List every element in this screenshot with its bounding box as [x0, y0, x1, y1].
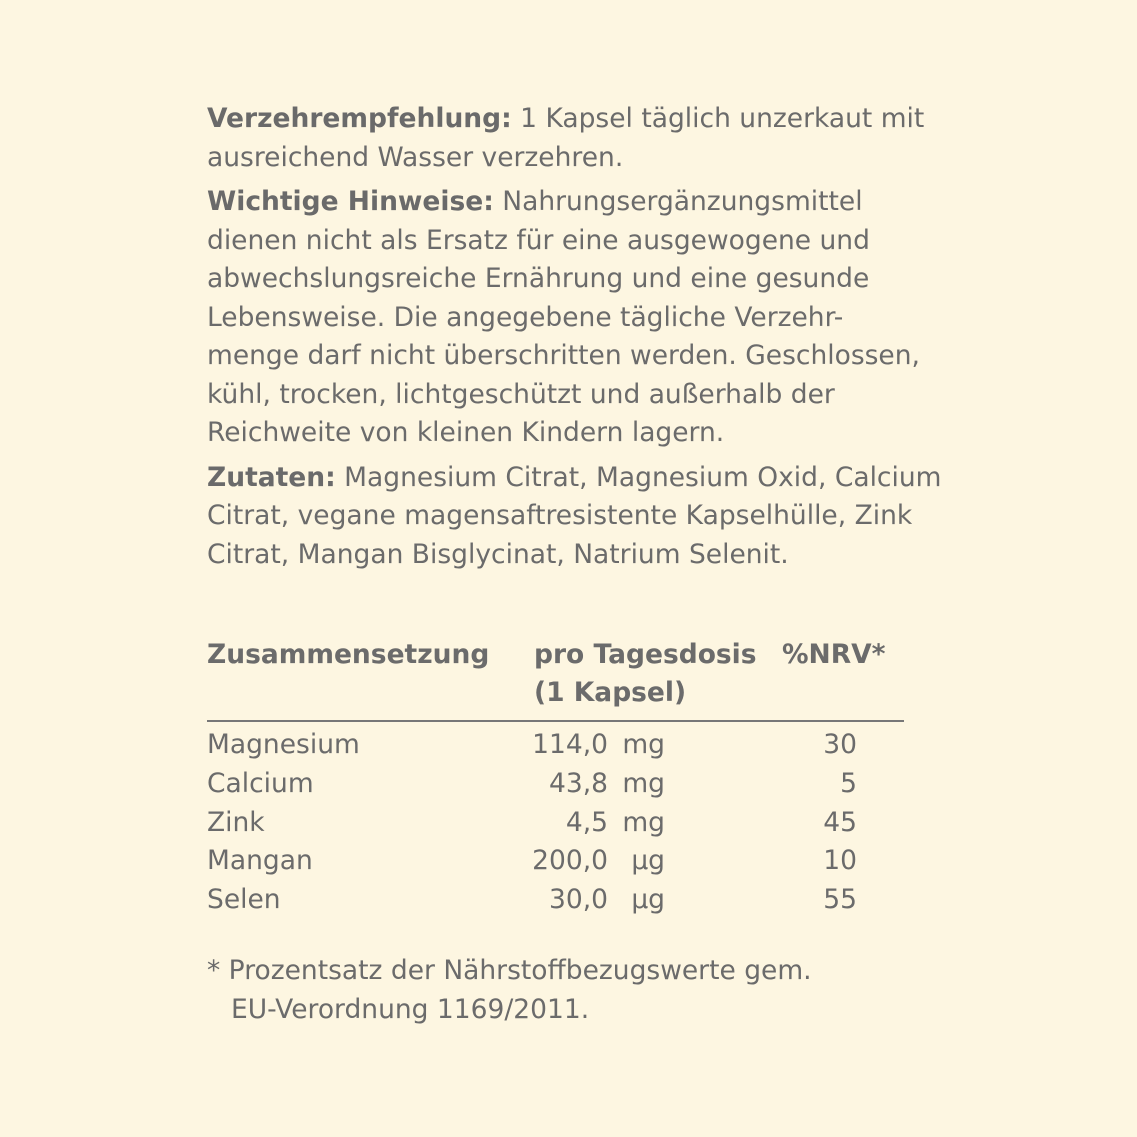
section-text: Magnesium Citrat, Magnesium Oxid, Calcium [335, 461, 942, 493]
table-row [207, 765, 904, 804]
nutrition-table [207, 636, 904, 916]
table-row [207, 726, 904, 765]
nutrient-amount: 43,8 [548, 767, 608, 799]
header-dose-line1: pro Tagesdosis [534, 639, 757, 670]
section-verzehrempfehlung [207, 100, 987, 177]
footnote-line2: EU-Verordnung 1169/2011. [231, 993, 590, 1025]
header-dose [534, 636, 774, 712]
section-line: menge darf nicht überschritten werden. Geschlossen, [207, 340, 920, 371]
table-row [207, 881, 904, 920]
nutrient-amount: 200,0 [532, 845, 608, 877]
section-line [207, 183, 987, 222]
header-nrv: %NRV* [782, 639, 886, 670]
nutrient-amount: 30,0 [548, 884, 608, 916]
header-name: Zusammensetzung [207, 639, 490, 670]
section-zutaten [207, 459, 987, 575]
nutrient-unit: µg [631, 884, 665, 916]
table-row [207, 842, 904, 881]
table-body [207, 726, 904, 920]
nutrient-nrv: 45 [823, 806, 857, 838]
nutrient-name: Calcium [207, 767, 314, 799]
header-dose-line2: (1 Kapsel) [534, 677, 687, 708]
section-hinweise [207, 183, 987, 453]
nutrient-nrv: 5 [840, 767, 857, 799]
nutrient-nrv: 30 [823, 729, 857, 760]
section-line [207, 459, 987, 498]
nutrient-nrv: 55 [823, 884, 857, 916]
section-line: abwechslungsreiche Ernährung und eine gesunde [207, 263, 870, 294]
header-divider [207, 720, 904, 722]
table-row [207, 804, 904, 843]
section-line: ausreichend Wasser verzehren. [207, 141, 624, 173]
table-header [207, 636, 904, 718]
section-line: dienen nicht als Ersatz für eine ausgewogene und [207, 224, 870, 256]
nutrient-unit: µg [631, 845, 665, 877]
nutrient-unit: mg [622, 806, 665, 838]
section-line: Reichweite von kleinen Kindern lagern. [207, 417, 725, 448]
nutrient-amount: 4,5 [565, 806, 608, 838]
section-line: Citrat, vegane magensaftresistente Kapselhülle, Zink [207, 500, 913, 531]
section-label: Zutaten: [207, 461, 336, 493]
section-line: kühl, trocken, lichtgeschützt und außerhalb der [207, 378, 835, 410]
nutrient-amount: 114,0 [532, 729, 608, 760]
footnote [207, 952, 812, 1029]
section-line: Lebensweise. Die angegebene tägliche Verzehr- [207, 301, 844, 333]
nutrient-nrv: 10 [823, 845, 857, 877]
section-label: Wichtige Hinweise: [207, 186, 494, 217]
nutrient-unit: mg [622, 767, 665, 799]
footnote-line1: * Prozentsatz der Nährstoffbezugswerte gem. [207, 955, 812, 986]
nutrient-name: Mangan [207, 845, 313, 877]
section-line: Citrat, Mangan Bisglycinat, Natrium Selenit. [207, 538, 789, 570]
section-label: Verzehrempfehlung: [207, 103, 512, 134]
section-text: Nahrungsergänzungsmittel [493, 186, 863, 217]
nutrient-name: Zink [207, 806, 265, 838]
nutrient-name: Selen [207, 884, 281, 916]
nutrient-unit: mg [622, 729, 665, 760]
section-line [207, 100, 987, 139]
product-info [207, 100, 987, 580]
nutrient-name: Magnesium [207, 729, 360, 760]
section-text: 1 Kapsel täglich unzerkaut mit [511, 103, 925, 134]
